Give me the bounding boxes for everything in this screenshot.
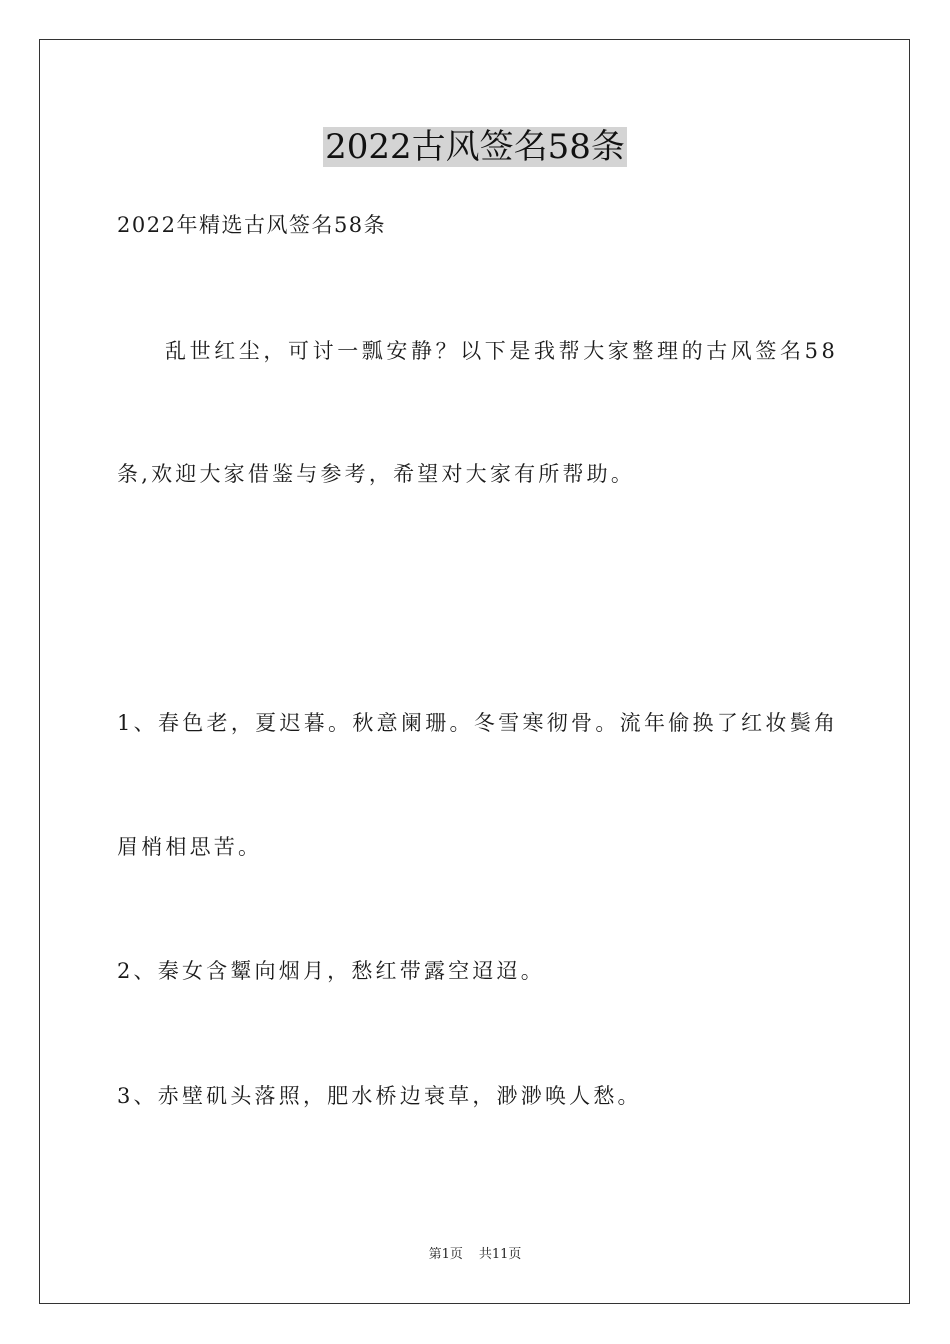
list-item-1-line-2: 眉梢相思苦。 — [117, 835, 263, 859]
list-item-2: 2、秦女含颦向烟月，愁红带露空迢迢。 — [117, 959, 545, 983]
document-subtitle: 2022年精选古风签名58条 — [117, 213, 387, 237]
list-item-3: 3、赤壁矶头落照，肥水桥边衰草，渺渺唤人愁。 — [117, 1084, 642, 1108]
page-footer — [0, 1247, 950, 1263]
intro-line-2: 条,欢迎大家借鉴与参考，希望对大家有所帮助。 — [117, 462, 636, 486]
list-item-1-line-1: 1、春色老，夏迟暮。秋意阑珊。冬雪寒彻骨。流年偷换了红妆鬓角 — [117, 711, 839, 735]
title-container — [0, 127, 950, 167]
intro-line-1: 乱世红尘，可讨一瓢安静？以下是我帮大家整理的古风签名58 — [165, 339, 839, 363]
document-title: 2022古风签名58条 — [325, 127, 625, 167]
page-number-current: 第1页 — [428, 1247, 463, 1262]
page-number-total: 共11页 — [478, 1247, 522, 1262]
